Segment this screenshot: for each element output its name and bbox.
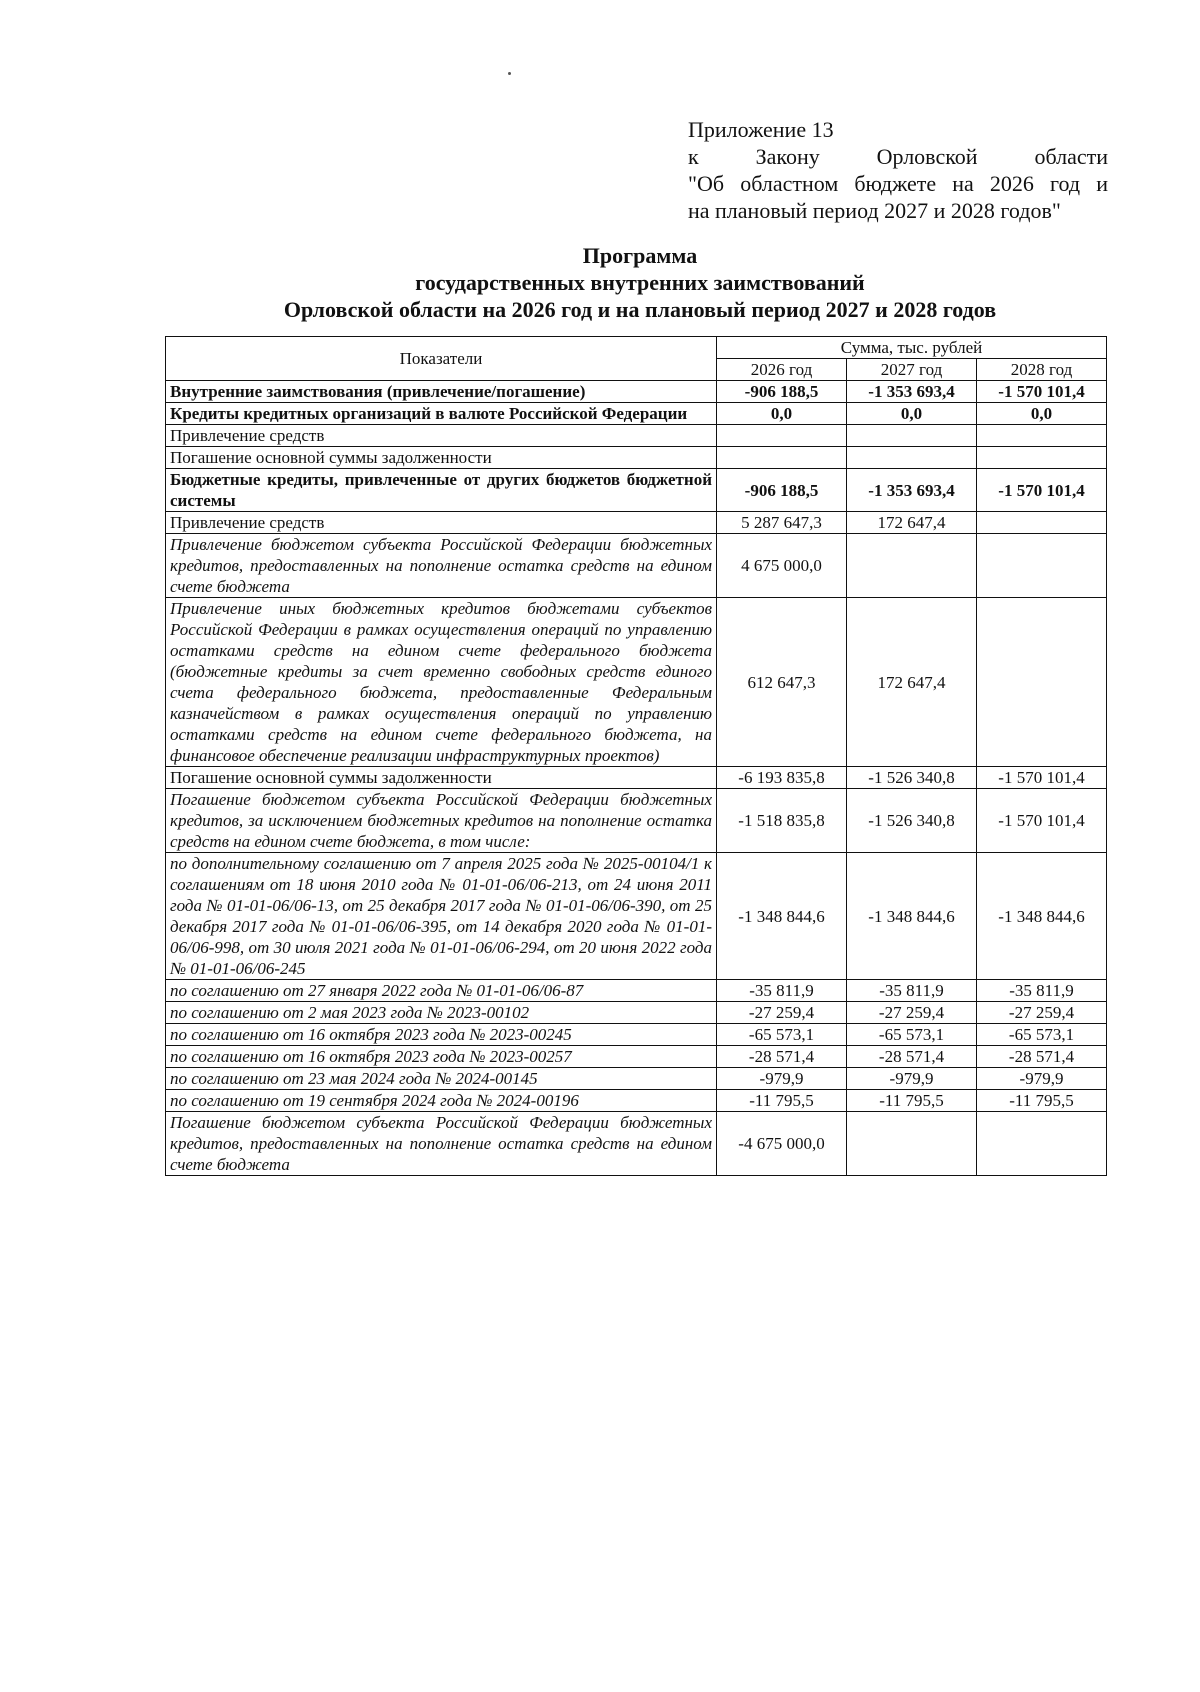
- value-2027: -1 526 340,8: [847, 789, 977, 853]
- value-2027: [847, 534, 977, 598]
- table-row: [166, 425, 1107, 447]
- value-2027: 0,0: [847, 403, 977, 425]
- row-label: Привлечение средств: [166, 425, 717, 447]
- value-2028: [977, 512, 1107, 534]
- value-2026: -27 259,4: [717, 1002, 847, 1024]
- table-row: [166, 853, 1107, 980]
- value-2028: [977, 425, 1107, 447]
- table-row: [166, 598, 1107, 767]
- table-row: [166, 767, 1107, 789]
- value-2028: [977, 1112, 1107, 1176]
- value-2026: [717, 447, 847, 469]
- value-2028: -1 570 101,4: [977, 767, 1107, 789]
- header-year-2028: 2028 год: [977, 359, 1107, 381]
- value-2028: -1 570 101,4: [977, 381, 1107, 403]
- value-2027: -1 353 693,4: [847, 381, 977, 403]
- header-indicators: Показатели: [166, 337, 717, 381]
- row-label: Кредиты кредитных организаций в валюте Российской Федерации: [166, 403, 717, 425]
- value-2027: -1 353 693,4: [847, 469, 977, 512]
- value-2028: [977, 598, 1107, 767]
- value-2028: -979,9: [977, 1068, 1107, 1090]
- table-row: [166, 789, 1107, 853]
- scan-speck: [508, 72, 511, 75]
- row-label: Погашение основной суммы задолженности: [166, 447, 717, 469]
- value-2027: 172 647,4: [847, 512, 977, 534]
- row-label: Привлечение средств: [166, 512, 717, 534]
- row-label: Погашение бюджетом субъекта Российской Федерации бюджетных кредитов, за исключением бюджетных кредитов на пополнение остатка средств на едином счете бюджета, в том числе:: [166, 789, 717, 853]
- value-2027: -979,9: [847, 1068, 977, 1090]
- row-label: по дополнительному соглашению от 7 апреля 2025 года № 2025-00104/1 к соглашениям от 18 июня 2010 года № 01-01-06/06-213, от 24 июня 2011 года № 01-01-06/06-13, от 25 декабря 2017 года № 01-01-06/06-390, от 25 декабря 2017 года № 01-01-06/06-395, от 14 декабря 2020 года № 01-01-06/06-998, от 30 июля 2021 года № 01-01-06/06-294, от 20 июня 2022 года № 01-01-06/06-245: [166, 853, 717, 980]
- table-row: [166, 1046, 1107, 1068]
- appendix-line-2: к Закону Орловской области: [688, 144, 1108, 169]
- table-row: [166, 512, 1107, 534]
- table-row: [166, 1090, 1107, 1112]
- value-2028: 0,0: [977, 403, 1107, 425]
- value-2027: -11 795,5: [847, 1090, 977, 1112]
- appendix-line-4: на плановый период 2027 и 2028 годов": [688, 198, 1061, 223]
- value-2026: 4 675 000,0: [717, 534, 847, 598]
- row-label: по соглашению от 27 января 2022 года № 01-01-06/06-87: [166, 980, 717, 1002]
- value-2027: -35 811,9: [847, 980, 977, 1002]
- value-2026: 5 287 647,3: [717, 512, 847, 534]
- value-2027: [847, 425, 977, 447]
- value-2026: 0,0: [717, 403, 847, 425]
- value-2027: 172 647,4: [847, 598, 977, 767]
- row-label: по соглашению от 16 октября 2023 года № 2023-00257: [166, 1046, 717, 1068]
- table-row: [166, 534, 1107, 598]
- row-label: Погашение основной суммы задолженности: [166, 767, 717, 789]
- value-2027: [847, 447, 977, 469]
- row-label: по соглашению от 23 мая 2024 года № 2024-00145: [166, 1068, 717, 1090]
- value-2026: -11 795,5: [717, 1090, 847, 1112]
- table-row: [166, 1002, 1107, 1024]
- value-2028: -28 571,4: [977, 1046, 1107, 1068]
- appendix-note: [688, 116, 1108, 224]
- value-2027: -27 259,4: [847, 1002, 977, 1024]
- value-2026: -906 188,5: [717, 381, 847, 403]
- value-2028: -1 570 101,4: [977, 789, 1107, 853]
- appendix-line-3: "Об областном бюджете на 2026 год и: [688, 171, 1108, 196]
- row-label: по соглашению от 19 сентября 2024 года № 2024-00196: [166, 1090, 717, 1112]
- value-2028: [977, 447, 1107, 469]
- value-2028: -1 570 101,4: [977, 469, 1107, 512]
- value-2028: -11 795,5: [977, 1090, 1107, 1112]
- table-row: [166, 403, 1107, 425]
- value-2027: -28 571,4: [847, 1046, 977, 1068]
- table-row: [166, 381, 1107, 403]
- value-2026: -979,9: [717, 1068, 847, 1090]
- row-label: по соглашению от 16 октября 2023 года № 2023-00245: [166, 1024, 717, 1046]
- value-2026: -28 571,4: [717, 1046, 847, 1068]
- appendix-line-1: Приложение 13: [688, 117, 834, 142]
- title-line-2: государственных внутренних заимствований: [415, 270, 865, 295]
- table-row: [166, 1112, 1107, 1176]
- value-2026: -4 675 000,0: [717, 1112, 847, 1176]
- value-2026: -1 348 844,6: [717, 853, 847, 980]
- value-2028: -65 573,1: [977, 1024, 1107, 1046]
- value-2027: -65 573,1: [847, 1024, 977, 1046]
- table-row: [166, 447, 1107, 469]
- row-label: Привлечение бюджетом субъекта Российской Федерации бюджетных кредитов, предоставленных на пополнение остатка средств на едином счете бюджета: [166, 534, 717, 598]
- header-year-2027: 2027 год: [847, 359, 977, 381]
- row-label: Внутренние заимствования (привлечение/погашение): [166, 381, 717, 403]
- title-line-1: Программа: [582, 243, 698, 268]
- header-sum: Сумма, тыс. рублей: [717, 337, 1107, 359]
- row-label: Погашение бюджетом субъекта Российской Федерации бюджетных кредитов, предоставленных на пополнение остатка средств на едином счете бюджета: [166, 1112, 717, 1176]
- table-row: [166, 1068, 1107, 1090]
- value-2027: -1 526 340,8: [847, 767, 977, 789]
- row-label: по соглашению от 2 мая 2023 года № 2023-00102: [166, 1002, 717, 1024]
- value-2026: -906 188,5: [717, 469, 847, 512]
- value-2027: -1 348 844,6: [847, 853, 977, 980]
- value-2028: -27 259,4: [977, 1002, 1107, 1024]
- table-row: [166, 469, 1107, 512]
- value-2026: -1 518 835,8: [717, 789, 847, 853]
- value-2026: -65 573,1: [717, 1024, 847, 1046]
- header-year-2026: 2026 год: [717, 359, 847, 381]
- row-label: Привлечение иных бюджетных кредитов бюджетами субъектов Российской Федерации в рамках осуществления операций по управлению остатками средств на едином счете федерального бюджета (бюджетные кредиты за счет временно свободных средств единого счета федерального бюджета, предоставленные Федеральным казначейством в рамках осуществления операций по управлению остатками средств на едином счете федерального бюджета, на финансовое обеспечение реализации инфраструктурных проектов): [166, 598, 717, 767]
- value-2026: -6 193 835,8: [717, 767, 847, 789]
- table-row: [166, 980, 1107, 1002]
- borrowing-program-table: [165, 336, 1107, 1176]
- title-line-3: Орловской области на 2026 год и на плановый период 2027 и 2028 годов: [283, 297, 997, 322]
- value-2028: -1 348 844,6: [977, 853, 1107, 980]
- value-2028: -35 811,9: [977, 980, 1107, 1002]
- value-2026: -35 811,9: [717, 980, 847, 1002]
- document-title: [160, 242, 1120, 323]
- value-2026: 612 647,3: [717, 598, 847, 767]
- value-2027: [847, 1112, 977, 1176]
- table-row: [166, 1024, 1107, 1046]
- value-2028: [977, 534, 1107, 598]
- row-label: Бюджетные кредиты, привлеченные от других бюджетов бюджетной системы: [166, 469, 717, 512]
- value-2026: [717, 425, 847, 447]
